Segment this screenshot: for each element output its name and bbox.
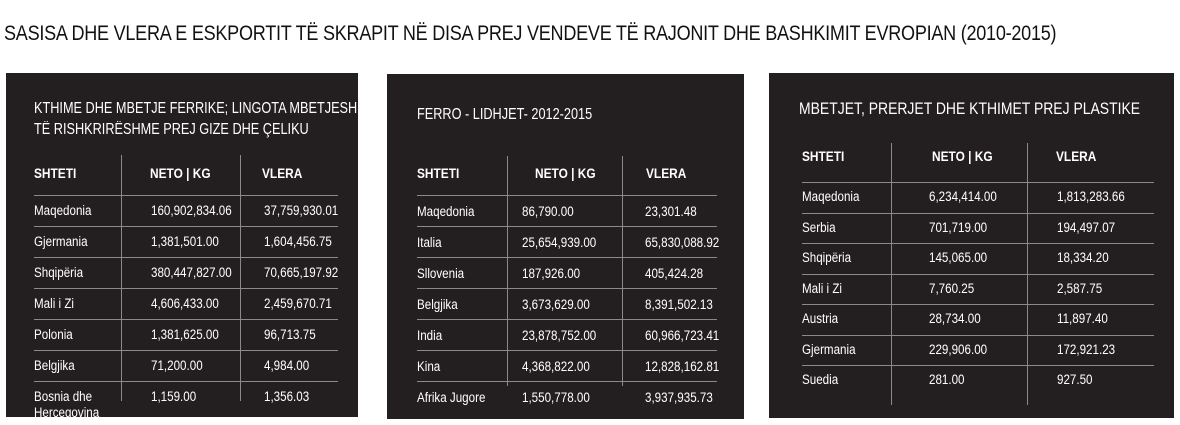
value-cell: 927.50	[1057, 372, 1093, 387]
row-divider	[417, 381, 717, 382]
net-kg-cell: 86,790.00	[522, 204, 574, 219]
net-kg-cell: 71,200.00	[151, 358, 203, 373]
row-divider	[34, 381, 338, 382]
country-cell: Polonia	[34, 327, 73, 342]
header-value: VLERA	[262, 165, 303, 181]
country-cell: Italia	[417, 235, 442, 250]
row-divider	[802, 365, 1154, 366]
row-divider	[34, 226, 338, 227]
net-kg-cell: 23,878,752.00	[522, 328, 597, 343]
value-cell: 3,937,935.73	[645, 390, 713, 405]
country-cell: Serbia	[802, 219, 836, 235]
value-cell: 405,424.28	[645, 266, 704, 281]
table-panel-ferro-alloys	[387, 74, 744, 419]
row-divider	[802, 335, 1154, 336]
table-title-line-2: TË RISHKRIRËSHME PREJ GIZE DHE ÇELIKU	[34, 121, 309, 138]
net-kg-cell: 3,673,629.00	[522, 297, 590, 312]
country-cell: Bosnia dhe Hercegovina	[34, 389, 100, 420]
row-divider	[34, 288, 338, 289]
country-cell: India	[417, 328, 443, 343]
net-kg-cell: 1,550,778.00	[522, 390, 590, 405]
value-cell: 18,334.20	[1057, 250, 1109, 265]
net-kg-cell: 25,654,939.00	[522, 235, 597, 250]
row-divider	[34, 257, 338, 258]
net-kg-cell: 4,606,433.00	[151, 296, 219, 311]
country-cell: Kina	[417, 359, 441, 374]
column-divider	[121, 155, 122, 401]
table-title: FERRO - LIDHJET- 2012-2015	[417, 106, 593, 123]
net-kg-cell: 4,368,822.00	[522, 359, 590, 374]
country-cell: Shqipëria	[34, 265, 84, 280]
row-divider	[34, 319, 338, 320]
header-net-kg: NETO | KG	[150, 165, 211, 181]
row-divider	[802, 274, 1154, 275]
net-kg-cell: 7,760.25	[929, 280, 975, 296]
row-divider	[417, 226, 717, 227]
row-divider	[417, 288, 717, 289]
value-cell: 1,356.03	[264, 389, 310, 404]
header-value: VLERA	[1056, 148, 1097, 164]
column-divider	[507, 156, 508, 386]
net-kg-cell: 145,065.00	[929, 250, 988, 265]
row-divider	[802, 243, 1154, 244]
row-divider	[417, 195, 717, 196]
net-kg-cell: 187,926.00	[522, 266, 581, 281]
row-divider	[802, 182, 1154, 183]
net-kg-cell: 28,734.00	[929, 311, 981, 326]
country-cell: Mali i Zi	[34, 296, 74, 311]
value-cell: 4,984.00	[264, 358, 310, 373]
table-panel-ferrous-scrap	[6, 73, 358, 420]
page-title: SASISA DHE VLERA E ESKPORTIT TË SKRAPIT NË DISA PREJ VENDEVE TË RAJONIT DHE BASHKIMIT EVROPIAN (2010-2015)	[4, 22, 1057, 45]
value-cell: 2,459,670.71	[264, 296, 332, 311]
row-divider	[417, 257, 717, 258]
country-cell: Austria	[802, 311, 839, 326]
country-cell: Belgjika	[417, 297, 458, 312]
header-country: SHTETI	[802, 148, 845, 164]
net-kg-cell: 1,381,501.00	[151, 234, 219, 249]
country-cell: Gjermania	[802, 341, 856, 357]
net-kg-cell: 380,447,827.00	[151, 265, 232, 280]
row-divider	[417, 350, 717, 351]
country-cell: Suedia	[802, 372, 839, 387]
country-cell: Maqedonia	[34, 203, 92, 218]
header-country: SHTETI	[417, 165, 460, 181]
country-cell: Belgjika	[34, 358, 75, 373]
value-cell: 172,921.23	[1057, 341, 1116, 357]
value-cell: 23,301.48	[645, 204, 697, 219]
country-cell: Mali i Zi	[802, 280, 842, 296]
value-cell: 60,966,723.41	[645, 328, 720, 343]
column-divider	[622, 156, 623, 386]
table-title: MBETJET, PRERJET DHE KTHIMET PREJ PLASTIKE	[799, 99, 1141, 118]
column-divider	[240, 155, 241, 401]
net-kg-cell: 701,719.00	[929, 219, 988, 235]
value-cell: 65,830,088.92	[645, 235, 720, 250]
value-cell: 8,391,502.13	[645, 297, 713, 312]
header-net-kg: NETO | KG	[932, 148, 993, 164]
country-cell: Sllovenia	[417, 266, 465, 281]
row-divider	[802, 213, 1154, 214]
value-cell: 194,497.07	[1057, 219, 1116, 235]
country-cell: Gjermania	[34, 234, 88, 249]
value-cell: 11,897.40	[1057, 311, 1108, 326]
header-net-kg: NETO | KG	[535, 165, 596, 181]
value-cell: 1,604,456.75	[264, 234, 332, 249]
net-kg-cell: 6,234,414.00	[929, 189, 997, 204]
net-kg-cell: 160,902,834.06	[151, 203, 232, 218]
country-cell: Afrika Jugore	[417, 390, 486, 405]
value-cell: 70,665,197.92	[264, 265, 339, 280]
value-cell: 96,713.75	[264, 327, 316, 342]
row-divider	[34, 350, 338, 351]
value-cell: 37,759,930.01	[264, 203, 339, 218]
net-kg-cell: 1,381,625.00	[151, 327, 219, 342]
row-divider	[34, 195, 338, 196]
net-kg-cell: 1,159.00	[151, 389, 197, 404]
header-country: SHTETI	[34, 165, 77, 181]
row-divider	[417, 319, 717, 320]
value-cell: 1,813,283.66	[1057, 189, 1125, 204]
header-value: VLERA	[646, 165, 687, 181]
net-kg-cell: 229,906.00	[929, 341, 988, 357]
value-cell: 2,587.75	[1057, 280, 1103, 296]
country-cell: Maqedonia	[417, 204, 475, 219]
net-kg-cell: 281.00	[929, 372, 965, 387]
country-cell: Shqipëria	[802, 250, 852, 265]
value-cell: 12,828,162.81	[645, 359, 720, 374]
table-title-line-1: KTHIME DHE MBETJE FERRIKE; LINGOTA MBETJESH	[34, 100, 358, 117]
table-panel-plastic-scrap	[769, 73, 1174, 418]
country-cell: Maqedonia	[802, 189, 860, 204]
row-divider	[802, 304, 1154, 305]
